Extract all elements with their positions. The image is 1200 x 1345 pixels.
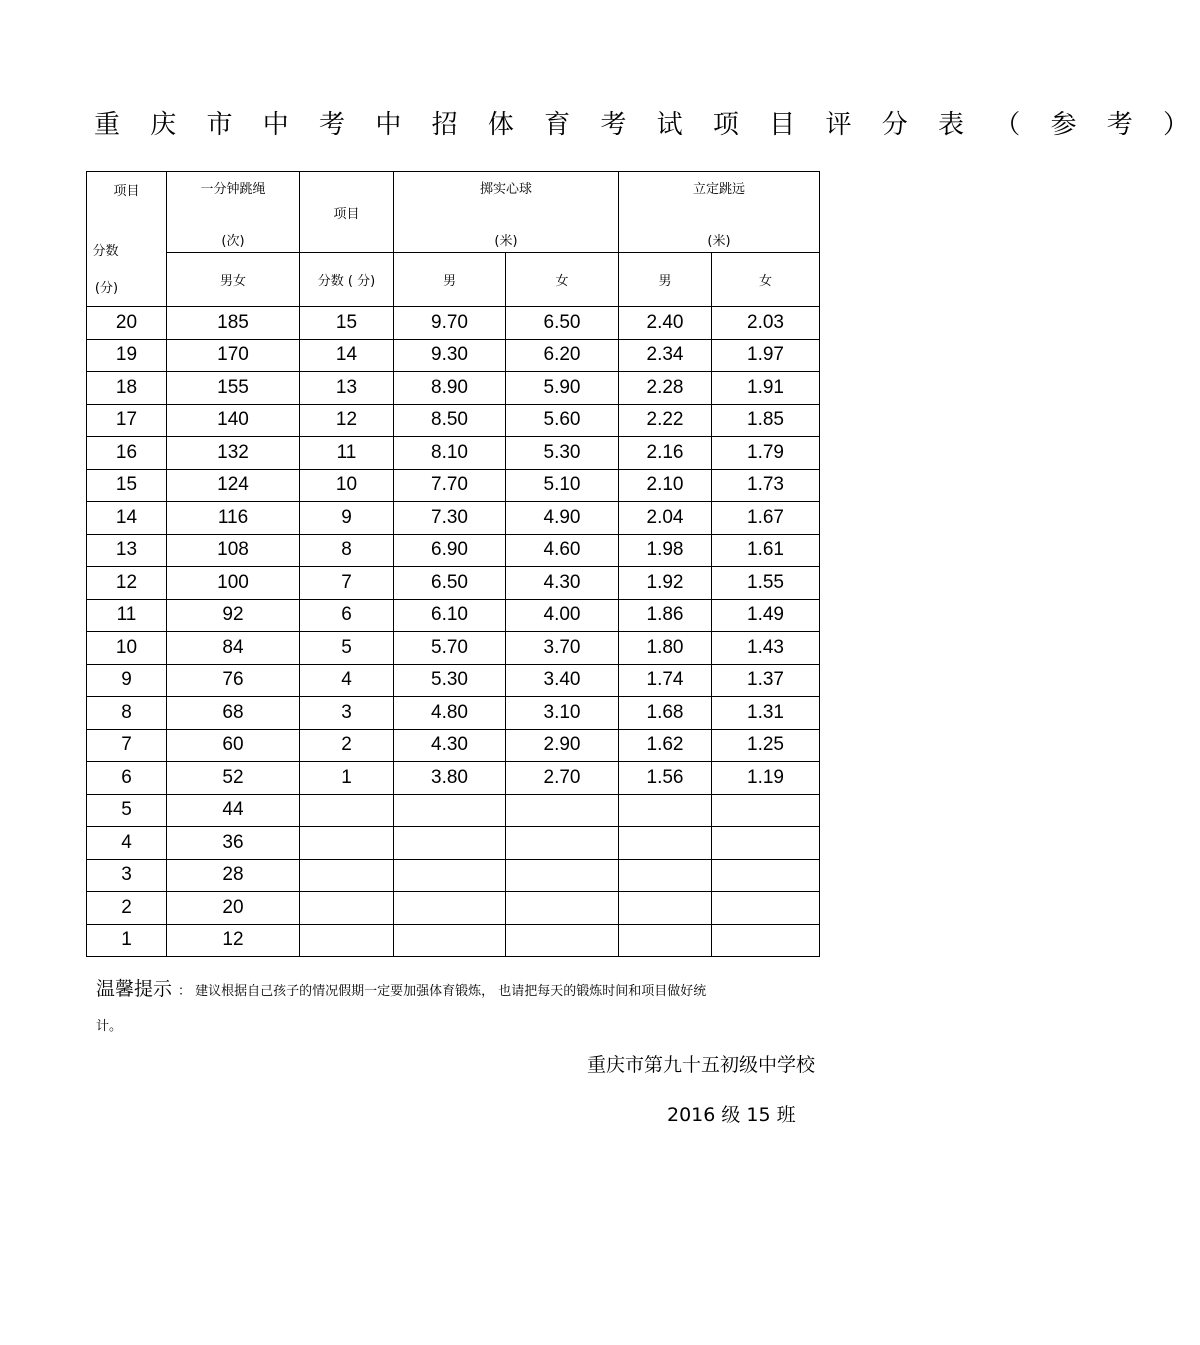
table-row (87, 502, 820, 535)
jump-male-cell: 2.16 (619, 437, 712, 470)
ball-male-cell (394, 924, 506, 957)
jump-male-cell (619, 924, 712, 957)
score-cell: 7 (87, 729, 167, 762)
score-cell: 17 (87, 404, 167, 437)
table-row (87, 372, 820, 405)
ball-female-cell: 2.90 (506, 729, 619, 762)
jump-female-cell: 1.19 (712, 762, 820, 795)
score-cell-2: 1 (300, 762, 394, 795)
ball-female-cell (506, 924, 619, 957)
ball-female-cell: 6.20 (506, 339, 619, 372)
ball-male-cell: 6.50 (394, 567, 506, 600)
table-row (87, 892, 820, 925)
score-cell-2: 14 (300, 339, 394, 372)
ball-male-cell: 7.70 (394, 469, 506, 502)
score-cell: 1 (87, 924, 167, 957)
ball-male-cell: 5.70 (394, 632, 506, 665)
rope-count-cell: 44 (167, 794, 300, 827)
rope-count-cell: 185 (167, 307, 300, 340)
score-cell-2 (300, 859, 394, 892)
score-cell-2: 9 (300, 502, 394, 535)
jump-female-cell: 1.79 (712, 437, 820, 470)
rope-count-cell: 132 (167, 437, 300, 470)
ball-male-cell: 4.80 (394, 697, 506, 730)
rope-count-cell: 68 (167, 697, 300, 730)
header-item-cell-2 (300, 172, 394, 253)
rope-count-cell: 76 (167, 664, 300, 697)
ball-male-cell (394, 827, 506, 860)
score-cell: 13 (87, 534, 167, 567)
tip-text-continued: 计。 (96, 1019, 123, 1034)
header-ball-cell (394, 172, 619, 253)
header-item-score-cell (87, 172, 167, 307)
jump-male-cell: 1.68 (619, 697, 712, 730)
score-cell: 2 (87, 892, 167, 925)
jump-female-cell: 1.91 (712, 372, 820, 405)
jump-male-cell: 2.34 (619, 339, 712, 372)
rope-count-cell: 60 (167, 729, 300, 762)
tip-line (96, 974, 706, 1001)
header-item-label: 项目 (113, 184, 140, 199)
ball-male-cell: 8.90 (394, 372, 506, 405)
rope-count-cell: 20 (167, 892, 300, 925)
table-row (87, 404, 820, 437)
jump-male-cell: 2.04 (619, 502, 712, 535)
ball-male-cell (394, 892, 506, 925)
rope-count-cell: 124 (167, 469, 300, 502)
score-cell-2: 5 (300, 632, 394, 665)
ball-female-cell: 5.10 (506, 469, 619, 502)
rope-count-cell: 92 (167, 599, 300, 632)
jump-female-cell: 1.67 (712, 502, 820, 535)
jump-male-cell: 2.10 (619, 469, 712, 502)
table-row (87, 469, 820, 502)
header-score-label: 分数 (92, 244, 119, 259)
ball-female-cell: 3.10 (506, 697, 619, 730)
ball-male-cell (394, 859, 506, 892)
table-row (87, 664, 820, 697)
class-name: 2016 级 15 班 (667, 1104, 796, 1126)
jump-female-cell: 1.37 (712, 664, 820, 697)
rope-count-cell: 84 (167, 632, 300, 665)
jump-male-cell: 1.74 (619, 664, 712, 697)
jump-male-cell (619, 794, 712, 827)
ball-male-cell: 7.30 (394, 502, 506, 535)
header-ball-male: 男 (394, 253, 506, 307)
score-cell-2: 15 (300, 307, 394, 340)
score-cell: 14 (87, 502, 167, 535)
jump-female-cell: 1.25 (712, 729, 820, 762)
ball-male-cell: 4.30 (394, 729, 506, 762)
table-row (87, 729, 820, 762)
rope-count-cell: 28 (167, 859, 300, 892)
ball-female-cell: 6.50 (506, 307, 619, 340)
jump-female-cell (712, 794, 820, 827)
ball-male-cell: 8.10 (394, 437, 506, 470)
jump-male-cell: 1.80 (619, 632, 712, 665)
ball-female-cell: 3.70 (506, 632, 619, 665)
ball-female-cell: 4.90 (506, 502, 619, 535)
ball-female-cell: 3.40 (506, 664, 619, 697)
ball-female-cell: 5.60 (506, 404, 619, 437)
header-jump-name: 立定跳远 (692, 182, 745, 197)
score-cell: 10 (87, 632, 167, 665)
rope-count-cell: 108 (167, 534, 300, 567)
table-row (87, 632, 820, 665)
jump-male-cell: 2.22 (619, 404, 712, 437)
ball-female-cell: 5.30 (506, 437, 619, 470)
tip-label: 温馨提示 (96, 978, 173, 1000)
ball-male-cell: 5.30 (394, 664, 506, 697)
score-cell-2: 7 (300, 567, 394, 600)
table-row (87, 599, 820, 632)
jump-female-cell: 1.73 (712, 469, 820, 502)
score-cell-2 (300, 892, 394, 925)
ball-male-cell (394, 794, 506, 827)
score-cell: 16 (87, 437, 167, 470)
table-row (87, 762, 820, 795)
header-rope-unit: (次) (221, 234, 245, 249)
score-cell-2 (300, 827, 394, 860)
score-cell-2: 8 (300, 534, 394, 567)
jump-female-cell: 1.43 (712, 632, 820, 665)
jump-female-cell: 1.61 (712, 534, 820, 567)
table-row (87, 307, 820, 340)
ball-female-cell: 4.30 (506, 567, 619, 600)
jump-female-cell: 1.97 (712, 339, 820, 372)
jump-male-cell (619, 827, 712, 860)
score-cell: 12 (87, 567, 167, 600)
score-table (86, 171, 820, 957)
rope-count-cell: 140 (167, 404, 300, 437)
jump-male-cell (619, 892, 712, 925)
score-cell: 20 (87, 307, 167, 340)
jump-female-cell (712, 827, 820, 860)
ball-female-cell: 4.00 (506, 599, 619, 632)
header-rope-cell (167, 172, 300, 253)
jump-male-cell (619, 859, 712, 892)
score-cell: 8 (87, 697, 167, 730)
table-row (87, 924, 820, 957)
ball-female-cell: 2.70 (506, 762, 619, 795)
score-cell: 3 (87, 859, 167, 892)
score-cell: 19 (87, 339, 167, 372)
jump-male-cell: 1.56 (619, 762, 712, 795)
ball-female-cell (506, 827, 619, 860)
ball-male-cell: 6.10 (394, 599, 506, 632)
header-score-sub: 分数 ( 分) (300, 253, 394, 307)
rope-count-cell: 170 (167, 339, 300, 372)
score-cell-2: 2 (300, 729, 394, 762)
table-row (87, 534, 820, 567)
table-row (87, 567, 820, 600)
table-row (87, 859, 820, 892)
score-cell: 18 (87, 372, 167, 405)
ball-female-cell (506, 794, 619, 827)
score-cell: 11 (87, 599, 167, 632)
table-row (87, 697, 820, 730)
header-ball-name: 掷实心球 (479, 182, 532, 197)
jump-male-cell: 2.28 (619, 372, 712, 405)
header-jump-male: 男 (619, 253, 712, 307)
jump-male-cell: 2.40 (619, 307, 712, 340)
jump-female-cell: 1.31 (712, 697, 820, 730)
rope-count-cell: 52 (167, 762, 300, 795)
jump-female-cell: 1.49 (712, 599, 820, 632)
table-row (87, 827, 820, 860)
ball-female-cell (506, 892, 619, 925)
header-jump-cell (619, 172, 820, 253)
jump-male-cell: 1.62 (619, 729, 712, 762)
score-cell: 9 (87, 664, 167, 697)
score-cell-2: 13 (300, 372, 394, 405)
ball-male-cell: 6.90 (394, 534, 506, 567)
jump-male-cell: 1.86 (619, 599, 712, 632)
jump-female-cell: 2.03 (712, 307, 820, 340)
jump-female-cell (712, 892, 820, 925)
header-row-bottom (87, 253, 820, 307)
header-row-top (87, 172, 820, 253)
jump-female-cell (712, 924, 820, 957)
table-row (87, 794, 820, 827)
score-cell: 4 (87, 827, 167, 860)
jump-male-cell: 1.98 (619, 534, 712, 567)
jump-female-cell: 1.55 (712, 567, 820, 600)
header-jump-female: 女 (712, 253, 820, 307)
score-cell-2 (300, 794, 394, 827)
ball-female-cell (506, 859, 619, 892)
header-rope-name: 一分钟跳绳 (200, 182, 266, 197)
header-jump-unit: (米) (707, 234, 731, 249)
score-cell: 5 (87, 794, 167, 827)
score-cell-2: 3 (300, 697, 394, 730)
header-ball-unit: (米) (494, 234, 518, 249)
score-cell-2: 6 (300, 599, 394, 632)
school-name: 重庆市第九十五初级中学校 (587, 1054, 816, 1076)
score-cell-2: 10 (300, 469, 394, 502)
score-cell-2: 4 (300, 664, 394, 697)
header-ball-female: 女 (506, 253, 619, 307)
rope-count-cell: 155 (167, 372, 300, 405)
score-cell-2: 12 (300, 404, 394, 437)
rope-count-cell: 100 (167, 567, 300, 600)
rope-count-cell: 116 (167, 502, 300, 535)
tip-text: ： 建议根据自己孩子的情况假期一定要加强体育锻炼， 也请把每天的锻炼时间和项目做好统 (178, 984, 707, 999)
header-rope-sub: 男女 (167, 253, 300, 307)
jump-female-cell (712, 859, 820, 892)
score-cell-2: 11 (300, 437, 394, 470)
jump-female-cell: 1.85 (712, 404, 820, 437)
ball-male-cell: 3.80 (394, 762, 506, 795)
ball-female-cell: 5.90 (506, 372, 619, 405)
score-cell: 15 (87, 469, 167, 502)
header-score-unit: (分) (94, 281, 119, 296)
score-cell: 6 (87, 762, 167, 795)
header-item-label-2: 项目 (333, 206, 360, 222)
jump-male-cell: 1.92 (619, 567, 712, 600)
score-cell-2 (300, 924, 394, 957)
page-title: 重 庆 市 中 考 中 招 体 育 考 试 项 目 评 分 表 （ 参 考 ） (94, 110, 1200, 140)
ball-male-cell: 9.30 (394, 339, 506, 372)
rope-count-cell: 12 (167, 924, 300, 957)
ball-male-cell: 8.50 (394, 404, 506, 437)
ball-male-cell: 9.70 (394, 307, 506, 340)
ball-female-cell: 4.60 (506, 534, 619, 567)
rope-count-cell: 36 (167, 827, 300, 860)
table-row (87, 437, 820, 470)
table-row (87, 339, 820, 372)
